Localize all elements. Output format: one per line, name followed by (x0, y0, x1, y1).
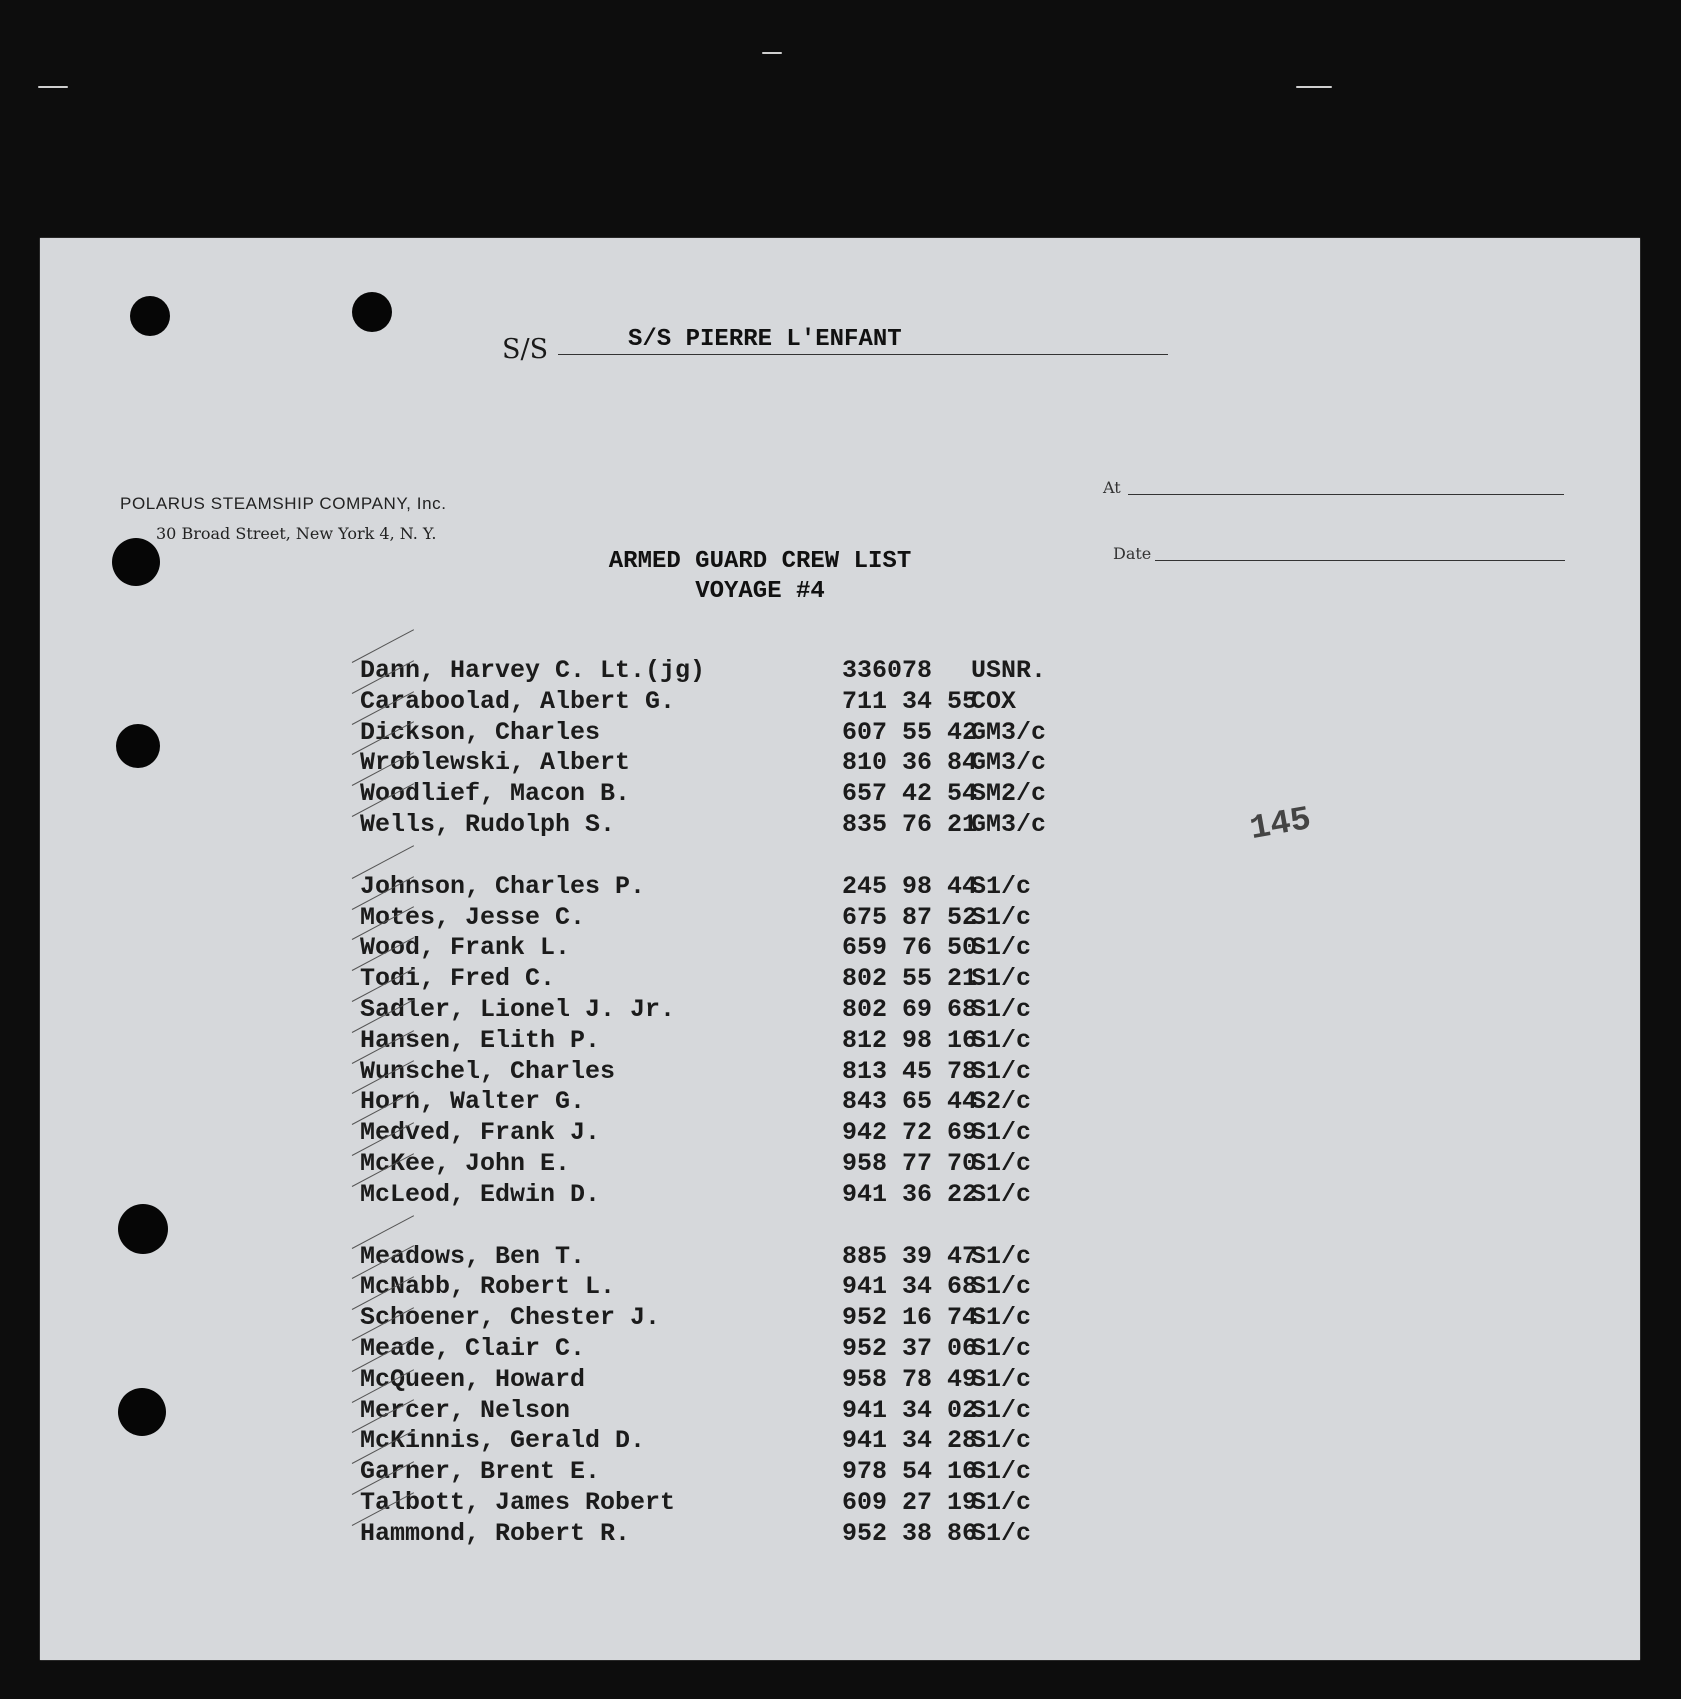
crew-name: Dann, Harvey C. Lt.(jg) (360, 656, 706, 685)
crew-rate: COX (971, 686, 1017, 716)
crew-rate: S1/c (971, 1241, 1032, 1271)
service-number: 245 98 44 (842, 871, 978, 901)
crew-row (360, 1118, 1160, 1148)
punch-hole (118, 1204, 168, 1254)
service-number: 885 39 47 (842, 1241, 978, 1271)
service-number: 675 87 52 (842, 902, 978, 932)
service-number: 958 77 70 (842, 1149, 978, 1178)
crew-row (360, 1149, 1160, 1179)
crew-rate: S1/c (971, 871, 1032, 901)
crew-name: Wunschel, Charles (360, 1056, 616, 1086)
crew-row (360, 1396, 1160, 1426)
crew-row (360, 1365, 1160, 1395)
crew-name: Caraboolad, Albert G. (360, 686, 676, 716)
at-label: At (1103, 478, 1121, 497)
crew-rate: S1/c (971, 1179, 1032, 1209)
crew-name: Hansen, Elith P. (360, 1025, 601, 1055)
service-number: 952 38 86 (842, 1518, 978, 1548)
crew-rate: USNR. (971, 656, 1047, 685)
crew-rate: S1/c (971, 1025, 1032, 1055)
crew-name: Schoener, Chester J. (360, 1303, 661, 1333)
crew-name: Wroblewski, Albert (360, 748, 631, 778)
crew-rate: S1/c (971, 1056, 1032, 1086)
crew-rate: S1/c (971, 1457, 1032, 1487)
page-number: 145 (1247, 800, 1315, 850)
service-number: 802 69 68 (842, 995, 978, 1024)
crew-name: Mercer, Nelson (360, 1395, 571, 1425)
crew-rate: S1/c (971, 933, 1032, 963)
crew-name: Wells, Rudolph S. (360, 810, 616, 839)
crew-row (360, 1519, 1160, 1549)
crew-row (360, 810, 1160, 840)
service-number: 812 98 16 (842, 1025, 978, 1055)
crew-row (360, 1180, 1160, 1210)
crew-row (360, 748, 1160, 778)
crew-row (360, 656, 1160, 686)
crew-name: Wood, Frank L. (360, 933, 571, 963)
service-number: 958 78 49 (842, 1364, 978, 1394)
crew-rate: S1/c (971, 1334, 1032, 1363)
crew-row (360, 1334, 1160, 1364)
service-number: 813 45 78 (842, 1056, 978, 1086)
crew-row (360, 872, 1160, 902)
crew-row (360, 1272, 1160, 1302)
document-page (40, 238, 1640, 1660)
crew-row (360, 964, 1160, 994)
crew-row (360, 1303, 1160, 1333)
service-number: 941 34 28 (842, 1426, 978, 1456)
crew-name: McKee, John E. (360, 1149, 571, 1178)
crew-rate: S1/c (971, 1488, 1032, 1517)
service-number: 835 76 21 (842, 810, 978, 839)
crew-name: McNabb, Robert L. (360, 1272, 616, 1302)
crew-rate: S1/c (971, 1395, 1032, 1425)
crew-rate: SM2/c (971, 779, 1047, 809)
crew-rate: S1/c (971, 1272, 1032, 1302)
crew-name: Meadows, Ben T. (360, 1241, 586, 1271)
crew-name: Talbott, James Robert (360, 1488, 676, 1517)
crew-rate: S1/c (971, 1518, 1032, 1548)
crew-row (360, 779, 1160, 809)
punch-hole (118, 1388, 166, 1436)
crew-name: Dickson, Charles (360, 717, 601, 747)
crew-row (360, 1087, 1160, 1117)
crew-name: Johnson, Charles P. (360, 871, 646, 901)
crew-rate: GM3/c (971, 717, 1047, 747)
voyage-number: VOYAGE #4 (695, 578, 825, 605)
service-number: 941 36 22 (842, 1179, 978, 1209)
crew-name: Motes, Jesse C. (360, 902, 586, 932)
crew-rate: GM3/c (971, 810, 1047, 839)
service-number: 659 76 50 (842, 933, 978, 963)
date-label: Date (1113, 544, 1152, 563)
dust-speck (762, 52, 782, 54)
service-number: 810 36 84 (842, 748, 978, 778)
service-number: 942 72 69 (842, 1118, 978, 1148)
service-number: 952 16 74 (842, 1303, 978, 1333)
company-name: POLARUS STEAMSHIP COMPANY, Inc. (120, 494, 447, 513)
crew-rate: S1/c (971, 1426, 1032, 1456)
company-address: 30 Broad Street, New York 4, N. Y. (156, 524, 437, 543)
crew-row (360, 933, 1160, 963)
crew-row (360, 1457, 1160, 1487)
service-number: 952 37 06 (842, 1334, 978, 1363)
crew-rate: GM3/c (971, 748, 1047, 778)
crew-row (360, 903, 1160, 933)
punch-hole (112, 538, 160, 586)
crew-name: Sadler, Lionel J. Jr. (360, 995, 676, 1024)
crew-name: Meade, Clair C. (360, 1334, 586, 1363)
crew-row (360, 995, 1160, 1025)
crew-row (360, 1488, 1160, 1518)
crew-name: Garner, Brent E. (360, 1457, 601, 1487)
service-number: 607 55 42 (842, 717, 978, 747)
crew-row (360, 718, 1160, 748)
ship-name-underline (558, 354, 1168, 355)
crew-rate: S1/c (971, 1303, 1032, 1333)
service-number: 609 27 19 (842, 1488, 978, 1517)
crew-row (360, 1026, 1160, 1056)
crew-rate: S1/c (971, 902, 1032, 932)
ship-prefix-label: S/S (502, 334, 549, 365)
document-title: ARMED GUARD CREW LIST (608, 548, 912, 575)
service-number: 336078 (842, 656, 933, 685)
crew-row (360, 1426, 1160, 1456)
crew-rate: S1/c (971, 1149, 1032, 1178)
dust-speck (1296, 86, 1332, 88)
crew-rate: S1/c (971, 1118, 1032, 1148)
crew-row (360, 1057, 1160, 1087)
crew-name: Horn, Walter G. (360, 1087, 586, 1117)
crew-rate: S1/c (971, 1364, 1032, 1394)
date-field-line (1155, 560, 1565, 561)
service-number: 657 42 54 (842, 779, 978, 809)
crew-rate: S1/c (971, 995, 1032, 1024)
crew-rate: S2/c (971, 1087, 1032, 1117)
crew-name: McLeod, Edwin D. (360, 1179, 601, 1209)
crew-row (360, 687, 1160, 717)
crew-name: Woodlief, Macon B. (360, 779, 631, 809)
service-number: 941 34 68 (842, 1272, 978, 1302)
ship-name: S/S PIERRE L'ENFANT (628, 326, 902, 353)
service-number: 711 34 55 (842, 686, 978, 716)
service-number: 941 34 02 (842, 1395, 978, 1425)
punch-hole (130, 296, 170, 336)
crew-name: McQueen, Howard (360, 1364, 586, 1394)
crew-name: McKinnis, Gerald D. (360, 1426, 646, 1456)
at-field-line (1128, 494, 1564, 495)
punch-hole (352, 292, 392, 332)
crew-row (360, 1242, 1160, 1272)
crew-name: Todi, Fred C. (360, 964, 556, 994)
punch-hole (116, 724, 160, 768)
crew-name: Hammond, Robert R. (360, 1518, 631, 1548)
crew-name: Medved, Frank J. (360, 1118, 601, 1148)
service-number: 978 54 16 (842, 1457, 978, 1487)
crew-rate: S1/c (971, 964, 1032, 994)
service-number: 802 55 21 (842, 964, 978, 994)
dust-speck (38, 86, 68, 88)
service-number: 843 65 44 (842, 1087, 978, 1117)
